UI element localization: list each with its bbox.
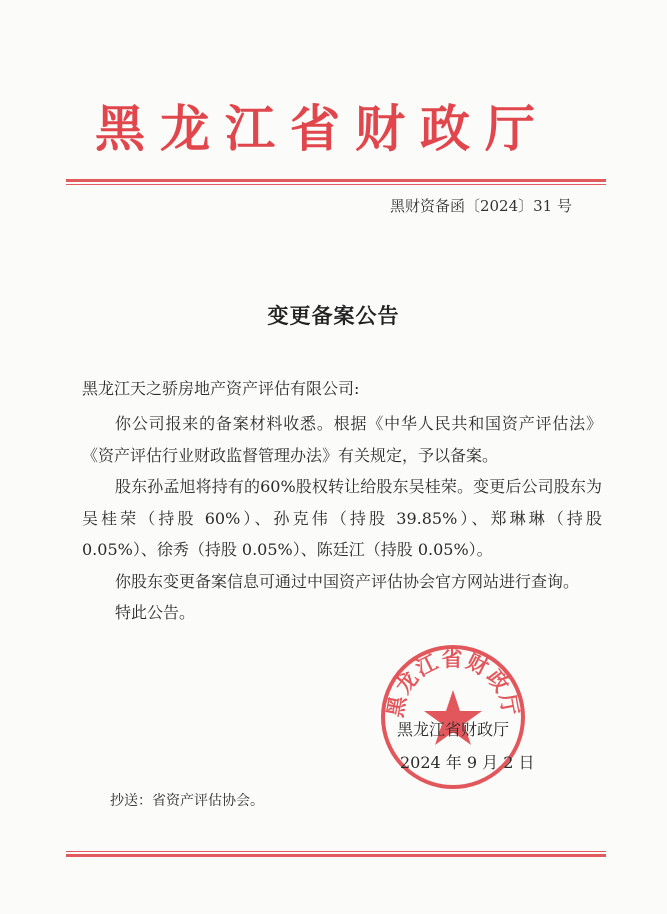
footer-rule-thick xyxy=(66,854,606,857)
paragraph-shareholders: 股东孙孟旭将持有的60%股权转让给股东吴桂荣。变更后公司股东为吴桂荣（持股 60%）、孙克伟（持股 39.85%）、郑琳琳（持股 0.05%）、徐秀（持股 0.05%）、陈廷江（持股 0.05%）。 xyxy=(82,477,602,559)
body-text xyxy=(82,408,602,629)
signature-date: 2024 年 9 月 2 日 xyxy=(400,753,535,772)
signature-org: 黑龙江省财政厅 xyxy=(397,720,510,739)
document-title: 变更备案公告 xyxy=(267,303,400,328)
header-rule-thick xyxy=(66,179,606,182)
salutation: 黑龙江天之骄房地产资产评估有限公司: xyxy=(82,379,360,398)
header-rule-thin xyxy=(66,184,606,185)
paragraph-closing: 特此公告。 xyxy=(115,603,196,622)
document-number: 黑财资备函〔2024〕31 号 xyxy=(389,197,572,215)
paragraph-query: 你股东变更备案信息可通过中国资产评估协会官方网站进行查询。 xyxy=(115,571,580,591)
cc-line: 抄送：省资产评估协会。 xyxy=(110,793,264,809)
paragraph-basis: 你公司报来的备案材料收悉。根据《中华人民共和国资产评估法》《资产评估行业财政监督管理办法》有关规定，予以备案。 xyxy=(82,414,602,465)
seal-text: 黑龙江省财政厅 xyxy=(383,647,523,720)
footer-rule-thin xyxy=(66,851,606,852)
agency-header-title: 黑龙江省财政厅 xyxy=(95,99,550,158)
